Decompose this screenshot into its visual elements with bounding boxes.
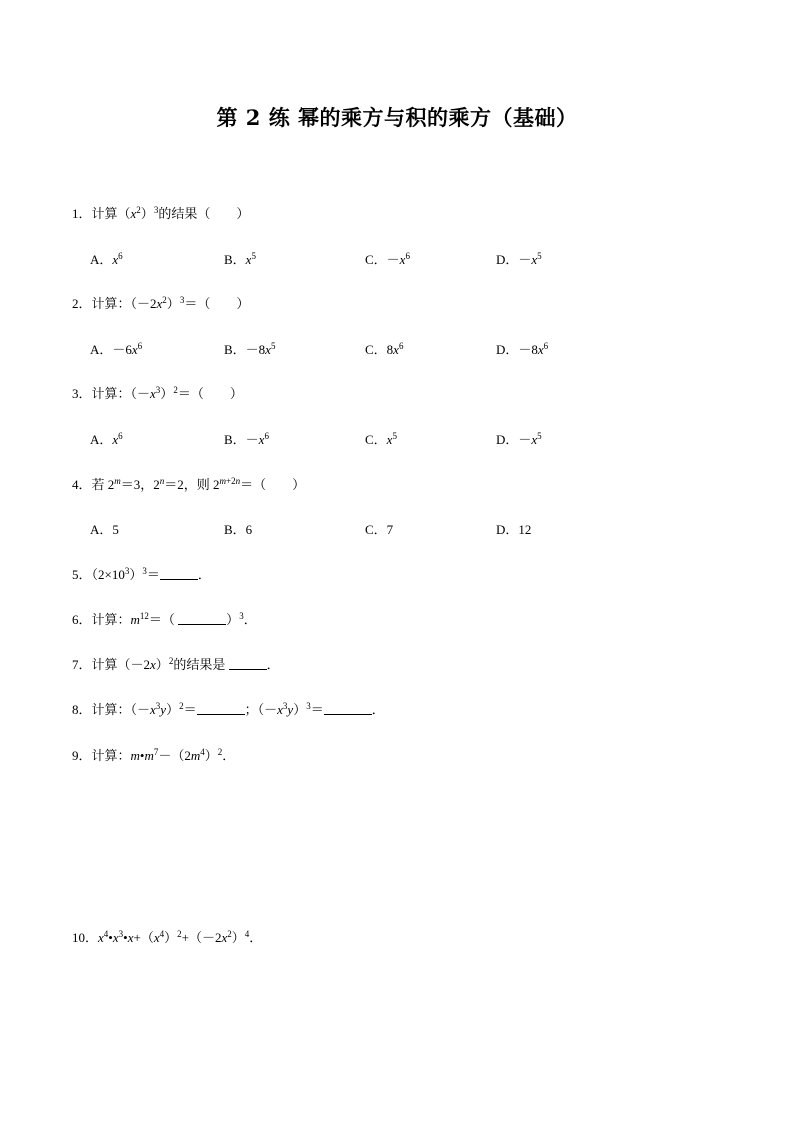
answer-blank[interactable] bbox=[178, 613, 226, 625]
question-4-options bbox=[90, 519, 610, 535]
question-2 bbox=[72, 293, 249, 312]
question-5 bbox=[72, 564, 211, 583]
question-3-text: 3．计算：$(-x^3)^2=$（ ） bbox=[72, 385, 243, 401]
question-4 bbox=[72, 474, 305, 493]
question-1 bbox=[72, 203, 249, 222]
option-d[interactable]: D．$-8x^6$ bbox=[496, 341, 549, 357]
option-d[interactable]: D．12 bbox=[496, 522, 532, 537]
question-6 bbox=[72, 609, 257, 628]
option-c[interactable]: C．$-x^6$ bbox=[365, 251, 410, 267]
question-2-text: 2．计算：$(-2x^2)^3=$（ ） bbox=[72, 295, 250, 311]
question-9 bbox=[72, 745, 235, 764]
question-4-text: 4．若 $2^m=3$，$2^n=2$，则 $2^{m+2n}=$（ ） bbox=[72, 476, 306, 492]
option-b[interactable]: B．$-x^6$ bbox=[224, 431, 269, 447]
question-6-text: 6．计算：$m^{12}=$（ ）$^3$． bbox=[72, 611, 257, 627]
question-7 bbox=[72, 654, 280, 673]
option-a[interactable]: A．$x^6$ bbox=[90, 251, 123, 267]
question-1-text: 1．计算$(x^2)^3$的结果（ ） bbox=[72, 205, 250, 221]
option-a[interactable]: A．5 bbox=[90, 522, 119, 537]
question-3-options bbox=[90, 429, 610, 445]
option-b[interactable]: B．6 bbox=[224, 522, 253, 537]
option-c[interactable]: C．7 bbox=[365, 522, 394, 537]
answer-blank[interactable] bbox=[229, 658, 267, 670]
answer-blank[interactable] bbox=[160, 568, 198, 580]
answer-blank-2[interactable] bbox=[324, 703, 372, 715]
page-title: 第 2 练 幂的乘方与积的乘方（基础） bbox=[216, 105, 578, 130]
question-10-text: 10．$x^4•x^3•x+(x^4)^2+(-2x^2)^4$． bbox=[72, 929, 263, 945]
question-7-text: 7．计算$(-2x)^2$的结果是 ． bbox=[72, 656, 280, 672]
option-c[interactable]: C．$x^5$ bbox=[365, 431, 397, 447]
answer-blank-1[interactable] bbox=[197, 703, 245, 715]
option-b[interactable]: B．$-8x^5$ bbox=[224, 341, 276, 357]
question-3 bbox=[72, 383, 243, 402]
option-c[interactable]: C．$8x^6$ bbox=[365, 341, 404, 357]
question-1-options bbox=[90, 249, 610, 265]
question-10 bbox=[72, 927, 262, 946]
option-d[interactable]: D．$-x^5$ bbox=[496, 431, 542, 447]
option-a[interactable]: A．$-6x^6$ bbox=[90, 341, 143, 357]
question-8-text: 8．计算：$(-x^3y)^2=$ ；$(-x^3y)^3=$ ． bbox=[72, 701, 385, 717]
option-d[interactable]: D．$-x^5$ bbox=[496, 251, 542, 267]
question-2-options bbox=[90, 339, 610, 355]
option-b[interactable]: B．$x^5$ bbox=[224, 251, 256, 267]
question-5-text: 5．$(2\times 10^3)^3=$ ． bbox=[72, 566, 211, 582]
question-8 bbox=[72, 699, 385, 718]
option-a[interactable]: A．$x^6$ bbox=[90, 431, 123, 447]
question-9-text: 9．计算：$m•m^7-(2m^4)^2$． bbox=[72, 747, 236, 763]
